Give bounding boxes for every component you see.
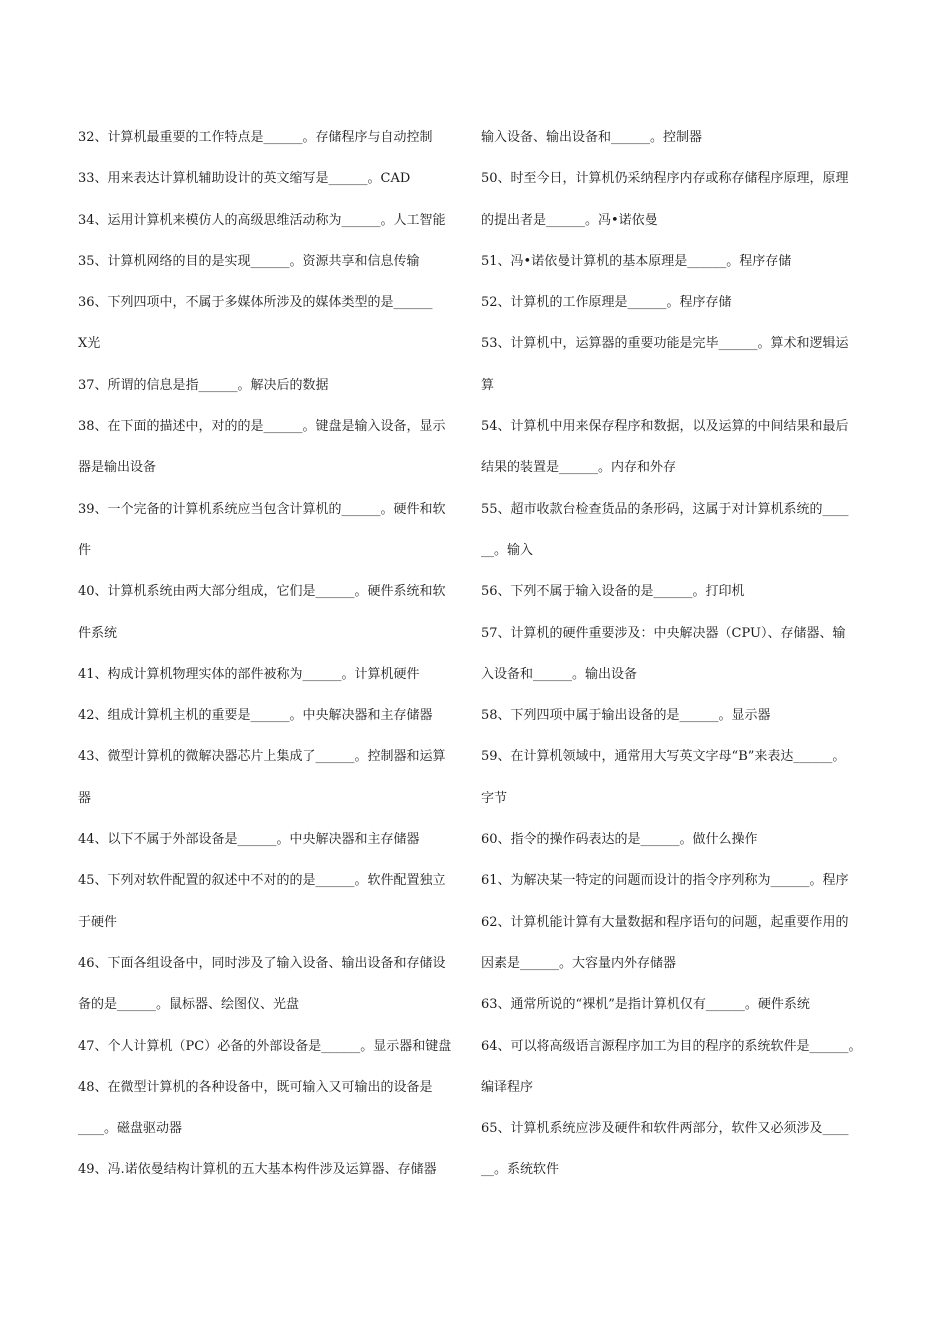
question-line: 入设备和______。输出设备 (481, 666, 638, 682)
question-line: 件系统 (78, 625, 118, 641)
question-line: 40、计算机系统由两大部分组成，它们是______。硬件系统和软 (78, 584, 446, 600)
question-line: 输入设备、输出设备和______。控制器 (481, 130, 703, 145)
question-line: 63、通常所说的“裸机”是指计算机仅有______。硬件系统 (481, 997, 810, 1013)
question-line: 60、指令的操作码表达的是______。做什么操作 (481, 832, 758, 848)
question-line: 于硬件 (78, 914, 118, 930)
question-line: 编译程序 (481, 1079, 534, 1095)
left-column (78, 117, 480, 1191)
right-column (481, 117, 891, 1191)
question-line: 算 (481, 377, 495, 393)
question-line: 43、微型计算机的微解决器芯片上集成了______。控制器和运算 (78, 749, 446, 765)
question-line: 59、在计算机领域中，通常用大写英文字母“B”来表达______。 (481, 749, 846, 765)
question-line: 44、以下不属于外部设备是______。中央解决器和主存储器 (78, 832, 420, 848)
question-line: 62、计算机能计算有大量数据和程序语句的问题，起重要作用的 (481, 914, 849, 930)
question-line: __。输入 (481, 542, 534, 558)
question-line: 38、在下面的描述中，对的的是______。键盘是输入设备，显示 (78, 419, 446, 435)
question-line: 字节 (481, 790, 508, 806)
question-line: 42、组成计算机主机的重要是______。中央解决器和主存储器 (78, 708, 433, 724)
question-line: 45、下列对软件配置的叙述中不对的的是______。软件配置独立 (78, 873, 446, 889)
question-line: 61、为解决某一特定的问题而设计的指令序列称为______。程序 (481, 873, 849, 889)
question-line: 件 (78, 542, 92, 558)
question-line: 52、计算机的工作原理是______。程序存储 (481, 295, 732, 311)
question-line: 46、下面各组设备中，同时涉及了输入设备、输出设备和存储设 (78, 955, 446, 971)
question-line: __。系统软件 (481, 1162, 560, 1178)
question-line: 备的是______。鼠标器、绘图仪、光盘 (78, 997, 300, 1013)
question-line: 47、个人计算机（PC）必备的外部设备是______。显示器和键盘 (78, 1038, 452, 1054)
question-line: 54、计算机中用来保存程序和数据，以及运算的中间结果和最后 (481, 419, 849, 435)
question-line: 49、冯.诺依曼结构计算机的五大基本构件涉及运算器、存储器 (78, 1162, 437, 1178)
question-line: 器 (78, 790, 92, 806)
question-line: 41、构成计算机物理实体的部件被称为______。计算机硬件 (78, 666, 420, 682)
question-line: 39、一个完备的计算机系统应当包含计算机的______。硬件和软 (78, 501, 446, 517)
question-line: 34、运用计算机来模仿人的高级思维活动称为______。人工智能 (78, 212, 446, 228)
question-line: 36、下列四项中，不属于多媒体所涉及的媒体类型的是______ (78, 295, 433, 311)
question-line: 56、下列不属于输入设备的是______。打印机 (481, 584, 745, 600)
question-line: 因素是______。大容量内外存储器 (481, 955, 677, 971)
question-line: 33、用来表达计算机辅助设计的英文缩写是______。CAD (78, 171, 411, 187)
question-line: 65、计算机系统应涉及硬件和软件两部分，软件又必须涉及____ (481, 1121, 849, 1137)
question-line: 35、计算机网络的目的是实现______。资源共享和信息传输 (78, 253, 420, 269)
question-line: 的提出者是______。冯•诺依曼 (481, 212, 658, 228)
question-line: 50、时至今日，计算机仍采纳程序内存或称存储程序原理，原理 (481, 171, 849, 187)
question-line: 64、可以将高级语言源程序加工为目的程序的系统软件是______。 (481, 1038, 862, 1054)
question-line: ____。磁盘驱动器 (78, 1121, 183, 1137)
question-line: 48、在微型计算机的各种设备中，既可输入又可输出的设备是 (78, 1079, 433, 1095)
question-line: 57、计算机的硬件重要涉及：中央解决器（CPU）、存储器、输 (481, 625, 846, 641)
question-line: X光 (78, 336, 101, 352)
question-line: 58、下列四项中属于输出设备的是______。显示器 (481, 708, 771, 724)
question-line: 37、所谓的信息是指______。解决后的数据 (78, 377, 329, 393)
question-line: 55、超市收款台检查货品的条形码，这属于对计算机系统的____ (481, 501, 849, 517)
question-line: 51、冯•诺依曼计算机的基本原理是______。程序存储 (481, 253, 792, 269)
question-line: 器是输出设备 (78, 460, 157, 476)
question-line: 结果的装置是______。内存和外存 (481, 460, 677, 476)
question-line: 32、计算机最重要的工作特点是______。存储程序与自动控制 (78, 130, 433, 145)
question-line: 53、计算机中，运算器的重要功能是完毕______。算术和逻辑运 (481, 336, 849, 352)
